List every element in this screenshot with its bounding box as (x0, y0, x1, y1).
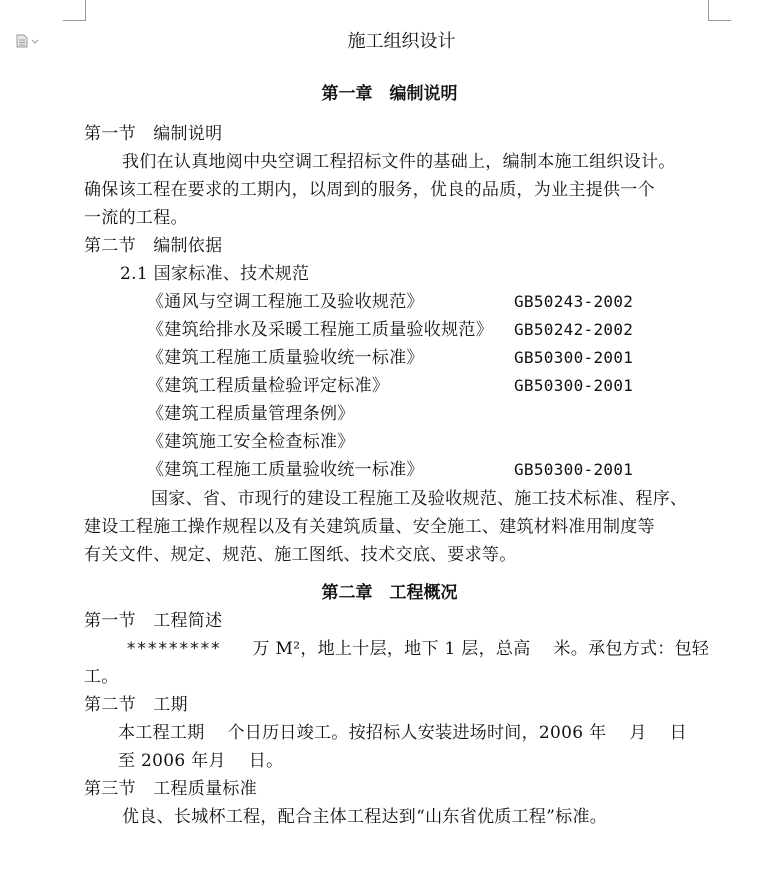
page-corner-mark-left (63, 0, 86, 21)
standard-code: GB50242-2002 (514, 320, 634, 339)
standard-name: 《通风与空调工程施工及验收规范》 (147, 292, 424, 312)
paragraph-line: 优良、长城杯工程，配合主体工程达到“山东省优质工程”标准。 (122, 807, 608, 827)
document-title: 施工组织设计 (347, 31, 456, 52)
paragraph-line: 一流的工程。 (84, 208, 188, 228)
paragraph-line: 本工程工期 个日历日竣工。按招标人安装进场时间，2006 年 月 日 (118, 723, 687, 743)
standard-name: 《建筑工程施工质量验收统一标准》 (147, 460, 424, 480)
paragraph-line: 我们在认真地阅中央空调工程招标文件的基础上，编制本施工组织设计。 (122, 152, 676, 172)
paragraph-line: 确保该工程在要求的工期内，以周到的服务，优良的品质，为业主提供一个 (84, 180, 655, 200)
page-corner-mark-right (708, 0, 731, 21)
standard-code: GB50300-2001 (514, 376, 634, 395)
subsection-heading: 2.1 国家标准、技术规范 (120, 264, 310, 284)
standard-name: 《建筑工程质量检验评定标准》 (147, 376, 390, 396)
paragraph-line: 有关文件、规定、规范、施工图纸、技术交底、要求等。 (84, 545, 517, 565)
standard-name: 《建筑工程施工质量验收统一标准》 (147, 348, 424, 368)
section-heading: 第一节 工程简述 (84, 611, 223, 631)
standard-name: 《建筑施工安全检查标准》 (147, 432, 355, 452)
standard-name: 《建筑工程质量管理条例》 (147, 404, 355, 424)
section-heading: 第三节 工程质量标准 (84, 779, 257, 799)
paragraph-line: 国家、省、市现行的建设工程施工及验收规范、施工技术标准、程序、 (151, 489, 688, 509)
paragraph-line (126, 637, 709, 661)
chapter-2-title: 第二章 工程概况 (321, 583, 458, 603)
redacted-area: ********* (126, 639, 221, 659)
standard-name: 《建筑给排水及采暖工程施工质量验收规范》 (147, 320, 493, 340)
section-heading: 第一节 编制说明 (84, 124, 223, 144)
paragraph-line: 至 2006 年月 日。 (118, 751, 284, 771)
paragraph-text: 万 M²，地上十层，地下 1 层，总高 米。承包方式：包轻 (252, 639, 710, 659)
paragraph-line: 建设工程施工操作规程以及有关建筑质量、安全施工、建筑材料准用制度等 (84, 517, 655, 537)
standard-code: GB50300-2001 (514, 460, 634, 479)
standard-code: GB50300-2001 (514, 348, 634, 367)
paragraph-line: 工。 (84, 667, 119, 687)
chapter-1-title: 第一章 编制说明 (321, 84, 458, 104)
section-heading: 第二节 工期 (84, 695, 188, 715)
section-heading: 第二节 编制依据 (84, 236, 223, 256)
standard-code: GB50243-2002 (514, 292, 634, 311)
